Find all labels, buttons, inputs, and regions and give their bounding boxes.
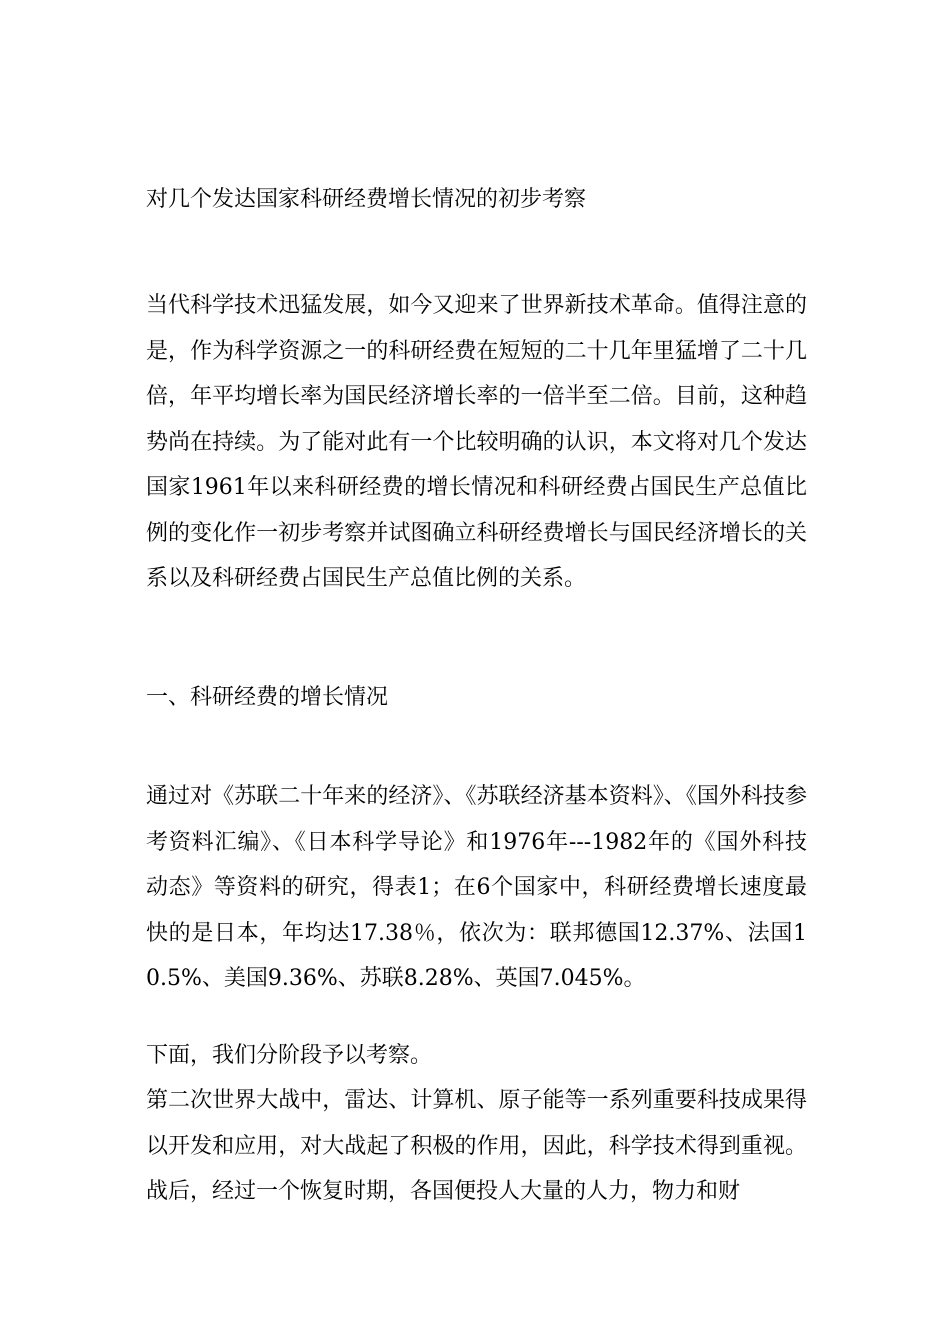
body-paragraph-wwii: 第二次世界大战中，雷达、计算机、原子能等一系列重要科技成果得以开发和应用，对大战起了积极的作用，因此，科学技术得到重视。战后，经过一个恢复时期，各国便投人大量的人力，物力和财 bbox=[146, 1088, 807, 1204]
intro-paragraph: 当代科学技术迅猛发展，如今又迎来了世界新技术革命。值得注意的是，作为科学资源之一的科研经费在短短的二十几年里猛增了二十几倍，年平均增长率为国民经济增长率的一倍半至二倍。目前，这种趋势尚在持续。为了能对此有一个比较明确的认识，本文将对几个发达国家1961年以来科研经费的增长情况和科研经费占国民生产总值比例的变化作一初步考察并试图确立科研经费增长与国民经济增长的关系以及科研经费占国民生产总值比例的关系。 bbox=[146, 293, 807, 591]
body-paragraph-sources: 通过对《苏联二十年来的经济》、《苏联经济基本资料》、《国外科技参考资料汇编》、《日本科学导论》和1976年---1982年的《国外科技动态》等资料的研究，得表1；在6个国家中，科研经费增长速度最快的是日本，年均达17.38％，依次为：联邦德国12.37%、法国10.5%、美国9.36%、苏联8.28%、英国7.045%。 bbox=[146, 784, 807, 991]
body-paragraph-stages: 下面，我们分阶段予以考察。 bbox=[146, 1043, 433, 1068]
section-heading: 一、科研经费的增长情况 bbox=[146, 685, 389, 710]
document-title: 对几个发达国家科研经费增长情况的初步考察 bbox=[146, 187, 587, 212]
